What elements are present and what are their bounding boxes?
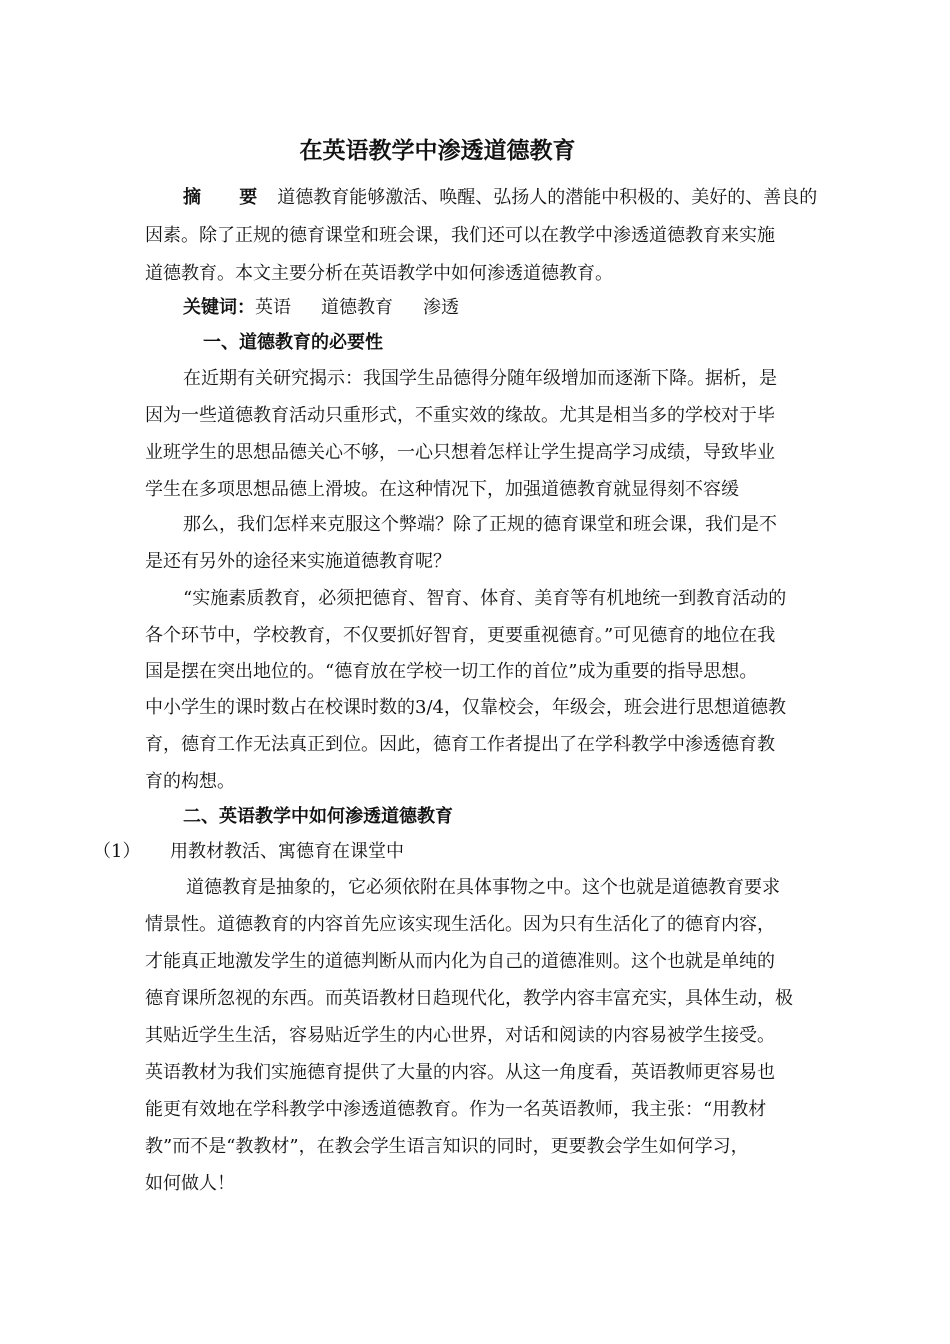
- paragraph-line: 是还有另外的途径来实施道德教育呢？: [145, 551, 451, 572]
- paragraph-line: 国是摆在突出地位的。“德育放在学校一切工作的首位”成为重要的指导思想。: [145, 661, 758, 682]
- keywords-line: [183, 296, 459, 320]
- section-heading: 二、英语教学中如何渗透道德教育: [183, 806, 453, 827]
- keywords-label: 关键词：: [183, 297, 255, 318]
- abstract-line-1: [183, 186, 817, 210]
- paragraph-line: 因为一些道德教育活动只重形式，不重实效的缘故。尤其是相当多的学校对于毕: [145, 405, 775, 426]
- paragraph-line: 各个环节中，学校教育，不仅要抓好智育，更要重视德育。”可见德育的地位在我: [145, 625, 776, 646]
- paragraph-line: 其贴近学生生活，容易贴近学生的内心世界，对话和阅读的内容易被学生接受。: [145, 1025, 775, 1046]
- keyword: 渗透: [423, 297, 459, 318]
- paragraph-line: 育的构想。: [145, 771, 235, 792]
- abstract-line-3: 道德教育。本文主要分析在英语教学中如何渗透道德教育。: [145, 263, 613, 284]
- subsection-heading: 用教材教活、寓德育在课堂中: [170, 841, 404, 862]
- keyword: 英语: [255, 297, 291, 318]
- paragraph-line: 道德教育是抽象的，它必须依附在具体事物之中。这个也就是道德教育要求: [186, 877, 780, 898]
- document-title: 在英语教学中渗透道德教育: [299, 138, 576, 164]
- paragraph-line: 如何做人！: [145, 1173, 235, 1194]
- paragraph-line: 育，德育工作无法真正到位。因此，德育工作者提出了在学科教学中渗透德育教: [145, 734, 775, 755]
- paragraph-line: 情景性。道德教育的内容首先应该实现生活化。因为只有生活化了的德育内容，: [145, 914, 775, 935]
- paragraph-line: 在近期有关研究揭示：我国学生品德得分随年级增加而逐渐下降。据析，是: [183, 368, 777, 389]
- abstract-label: 摘 要: [183, 187, 274, 208]
- subsection-number: （1）: [93, 841, 141, 862]
- abstract-line-2: 因素。除了正规的德育课堂和班会课，我们还可以在教学中渗透道德教育来实施: [145, 225, 775, 246]
- paragraph-line: 英语教材为我们实施德育提供了大量的内容。从这一角度看，英语教师更容易也: [145, 1062, 775, 1083]
- paragraph-line: 学生在多项思想品德上滑坡。在这种情况下，加强道德教育就显得刻不容缓: [145, 479, 739, 500]
- paragraph-line: 中小学生的课时数占在校课时数的3/4，仅靠校会，年级会，班会进行思想道德教: [145, 697, 786, 718]
- abstract-text: 道德教育能够激活、唤醒、弘扬人的潜能中积极的、美好的、善良的: [277, 187, 818, 208]
- paragraph-line: 业班学生的思想品德关心不够，一心只想着怎样让学生提高学习成绩，导致毕业: [145, 442, 775, 463]
- paragraph-line: 那么，我们怎样来克服这个弊端？除了正规的德育课堂和班会课，我们是不: [183, 514, 777, 535]
- keyword: 道德教育: [321, 297, 393, 318]
- paragraph-line: 德育课所忽视的东西。而英语教材日趋现代化，教学内容丰富充实，具体生动，极: [145, 988, 793, 1009]
- paragraph-line: “实施素质教育，必须把德育、智育、体育、美育等有机地统一到教育活动的: [183, 588, 787, 609]
- paragraph-line: 能更有效地在学科教学中渗透道德教育。作为一名英语教师，我主张：“用教材: [145, 1099, 767, 1120]
- paragraph-line: 教”而不是“教教材”，在教会学生语言知识的同时，更要教会学生如何学习，: [145, 1136, 749, 1157]
- section-heading: 一、道德教育的必要性: [203, 332, 383, 353]
- paragraph-line: 才能真正地激发学生的道德判断从而内化为自己的道德准则。这个也就是单纯的: [145, 951, 775, 972]
